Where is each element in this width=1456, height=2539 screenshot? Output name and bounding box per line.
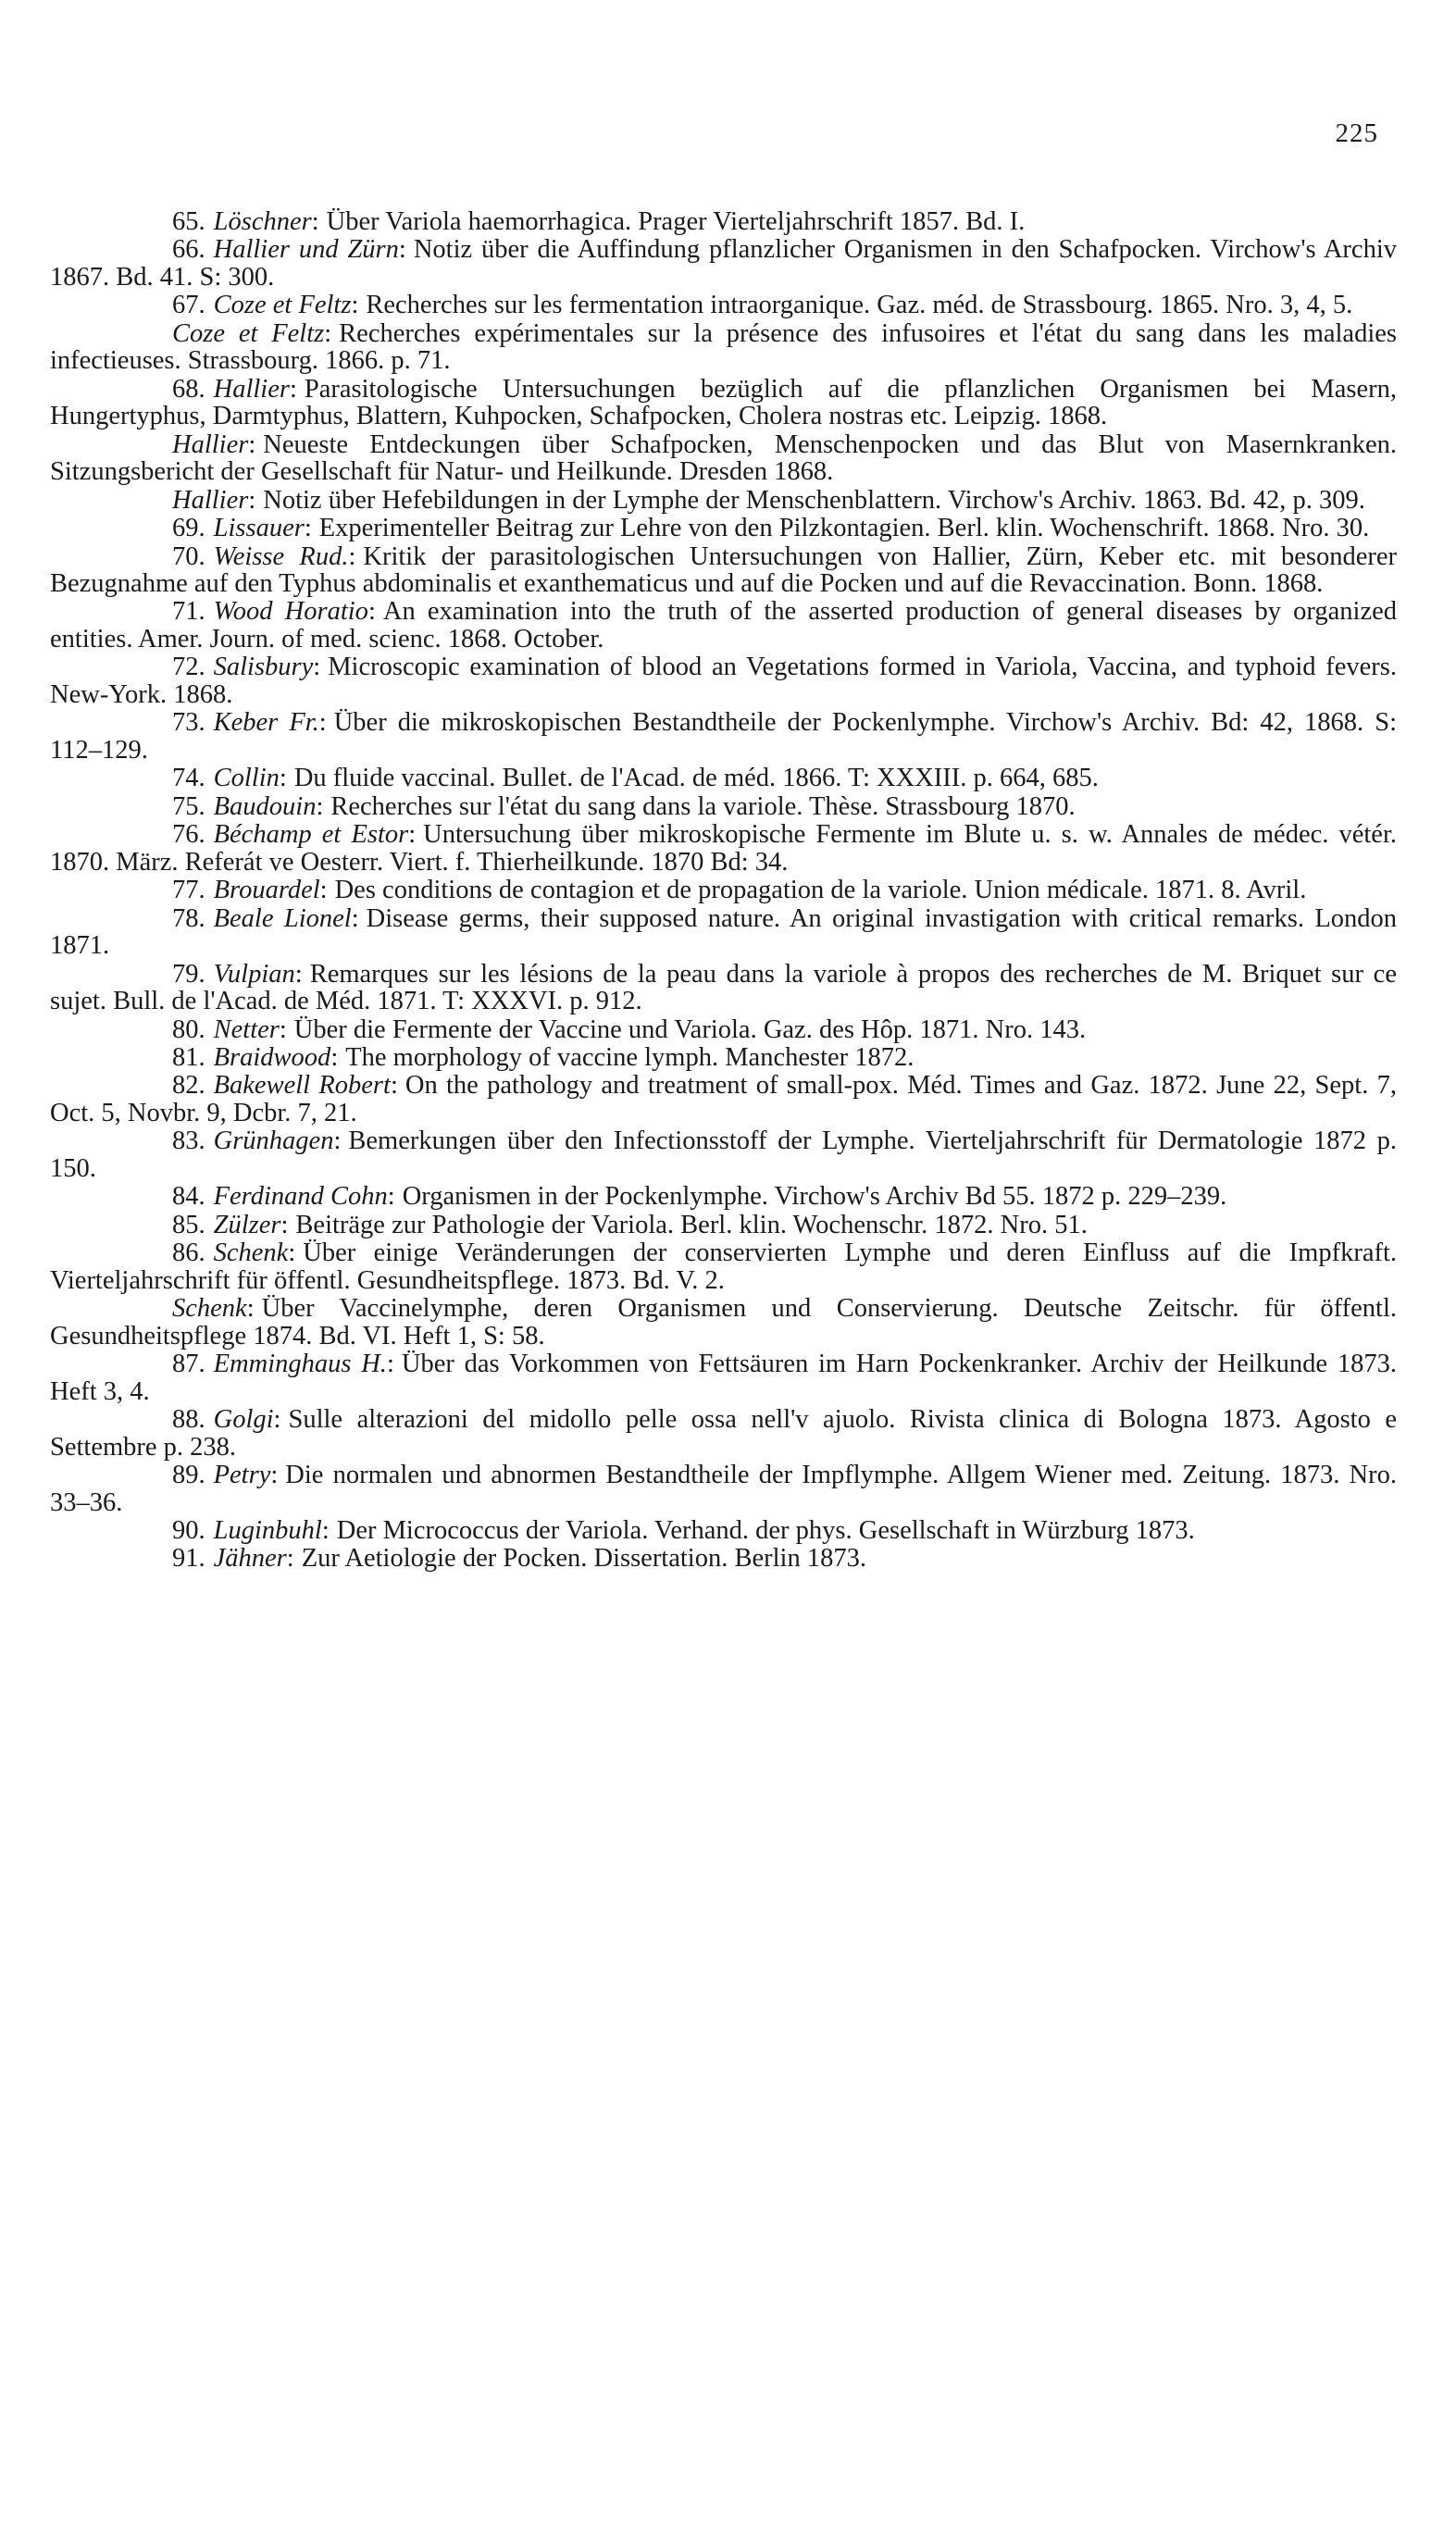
entry-author: Bakewell Robert : (214, 1071, 405, 1100)
entry-author: Collin : (214, 764, 294, 792)
entry-text: Du fluide vaccinal. Bullet. de l'Acad. de méd. 1866. T: XXXIII. p. 664, 685. (293, 764, 1099, 793)
entry-text: Recherches sur l'état du sang dans la variole. Thèse. Strassbourg 1870. (330, 791, 1076, 821)
entry-number: 75. (172, 791, 205, 821)
entry-text: Parasitologische Untersuchungen bezüglich auf die pflanzlichen Organismen bei Masern, Hungertyphus, Darmtyphus, Blattern, Kuhpocken, Schafpocken, Cholera nostras etc. Leipzig. 1868. (50, 374, 1397, 431)
entry-number: 83. (172, 1126, 205, 1156)
entry-number: 74. (172, 764, 205, 793)
bibliography-entry (50, 877, 1397, 904)
entry-text: Recherches expérimentales sur la présence des infusoires et l'état du sang dans les maladies infectieuses. Strassbourg. 1866. p. 71. (50, 318, 1397, 376)
entry-number: 66. (172, 235, 205, 265)
entry-text: Der Micrococcus der Variola. Verhand. der phys. Gesellschaft in Würzburg 1873. (336, 1516, 1195, 1546)
entry-number: 86. (172, 1238, 205, 1268)
entry-text: Untersuchung über mikroskopische Fermente im Blute u. s. w. Annales de médec. vétér. 1870. März. Referát ve Oesterr. Viert. f. Thierheilkunde. 1870 Bd: 34. (50, 820, 1397, 877)
entry-author: Golgi : (214, 1405, 289, 1434)
entry-author: Lissauer : (214, 514, 319, 542)
bibliography-entry (50, 1072, 1397, 1126)
entry-number: 71. (172, 597, 205, 627)
entry-author: Brouardel : (214, 876, 335, 904)
bibliography-entry (50, 1127, 1397, 1182)
entry-author: Hallier : (172, 430, 263, 459)
entry-author: Salisbury : (214, 653, 329, 681)
entry-text: Über Vaccinelymphe, deren Organismen und Conservierung. Deutsche Zeitschr. für öffentl. Gesundheitspflege 1874. Bd. VI. Heft 1, S: 58. (50, 1294, 1397, 1350)
entry-author: Ferdinand Cohn : (214, 1182, 403, 1211)
entry-author: Hallier : (172, 486, 263, 515)
entry-text: Über einige Veränderungen der conservierten Lymphe und deren Einfluss auf die Impfkraft. Vierteljahrschrift für öffentl. Gesundheitspflege. 1873. Bd. V. 2. (50, 1238, 1397, 1295)
bibliography-entry (50, 1183, 1397, 1211)
bibliography-entry (50, 598, 1397, 653)
entry-number: 84. (172, 1182, 205, 1212)
bibliography-entry (50, 376, 1397, 430)
entry-number: 80. (172, 1014, 205, 1044)
entry-text: On the pathology and treatment of small-pox. Méd. Times and Gaz. 1872. June 22, Sept. 7, Oct. 5, Novbr. 9, Dcbr. 7, 21. (50, 1071, 1397, 1127)
entry-text: Sulle alterazioni del midollo pelle ossa nell'v ajuolo. Rivista clinica di Bologna 1873. Agosto e Settembre p. 238. (50, 1405, 1397, 1462)
bibliography-entry (50, 487, 1397, 515)
bibliography-entry (50, 1517, 1397, 1545)
entry-author: Hallier : (214, 375, 305, 404)
entry-author: Coze et Feltz : (214, 291, 367, 319)
bibliography-entry (50, 709, 1397, 764)
bibliography-entry (50, 543, 1397, 598)
entry-text: Notiz über Hefebildungen in der Lymphe der Menschenblattern. Virchow's Archiv. 1863. Bd. 42, p. 309. (263, 485, 1365, 515)
entry-author: Vulpian : (214, 960, 310, 989)
entry-number: 65. (172, 207, 205, 236)
entry-author: Schenk : (214, 1238, 304, 1267)
entry-text: Über Variola haemorrhagica. Prager Vierteljahrschrift 1857. Bd. I. (326, 207, 1026, 236)
entry-text: Über die Fermente der Vaccine und Variola. Gaz. des Hôp. 1871. Nro. 143. (293, 1014, 1087, 1044)
entry-text: Beiträge zur Pathologie der Variola. Berl. klin. Wochenschr. 1872. Nro. 51. (295, 1210, 1088, 1239)
entry-text: Notiz über die Auffindung pflanzlicher Organismen in den Schafpocken. Virchow's Archiv 1867. Bd. 41. S: 300. (50, 235, 1397, 292)
entry-number: 73. (172, 708, 205, 738)
entry-text: Kritik der parasitologischen Untersuchungen von Hallier, Zürn, Keber etc. mit besonderer Bezugnahme auf den Typhus abdominalis et exanthematicus und auf die Pocken und auf die Revaccination. Bonn. 1868. (50, 541, 1397, 599)
entry-text: Microscopic examination of blood an Vegetations formed in Variola, Vaccina, and typhoid fevers. New-York. 1868. (50, 653, 1397, 710)
entry-number: 87. (172, 1350, 205, 1379)
bibliography-entry (50, 1406, 1397, 1461)
entry-number: 77. (172, 876, 205, 905)
bibliography-entry (50, 1044, 1397, 1072)
entry-text: Die normalen und abnormen Bestandtheile der Impflymphe. Allgem Wiener med. Zeitung. 1873. Nro. 33–36. (50, 1461, 1397, 1517)
bibliography-entry (50, 1350, 1397, 1405)
entry-text: The morphology of vaccine lymph. Manchester 1872. (345, 1042, 915, 1072)
entry-text: Disease germs, their supposed nature. An original invastigation with critical remarks. London 1871. (50, 903, 1397, 961)
entry-number: 88. (172, 1405, 205, 1435)
entry-number: 70. (172, 541, 205, 571)
bibliography-entry (50, 905, 1397, 960)
entry-author: Hallier und Zürn : (214, 235, 414, 264)
entry-author: Netter : (214, 1015, 294, 1044)
bibliography-entry (50, 431, 1397, 486)
bibliography-entry (50, 1545, 1397, 1573)
entry-number: 81. (172, 1042, 205, 1072)
entry-author: Baudouin : (214, 792, 331, 821)
bibliography-entry (50, 1016, 1397, 1044)
bibliography-entry (50, 515, 1397, 542)
entry-author: Schenk : (172, 1294, 262, 1323)
page-number: 225 (1335, 118, 1378, 148)
entry-text: Des conditions de contagion et de propagation de la variole. Union médicale. 1871. 8. Avril. (334, 876, 1307, 905)
entry-author: Löschner : (214, 207, 327, 236)
entry-author: Coze et Feltz : (172, 319, 339, 348)
entry-author: Zülzer : (214, 1211, 296, 1239)
bibliography-entry (50, 765, 1397, 792)
entry-number: 82. (172, 1071, 205, 1101)
entry-author: Luginbuhl : (214, 1516, 337, 1545)
bibliography-entry (50, 821, 1397, 876)
entry-author: Braidwood : (214, 1043, 346, 1072)
entry-author: Jähner : (214, 1544, 302, 1573)
bibliography-entry (50, 793, 1397, 821)
entry-text: Neueste Entdeckungen über Schafpocken, Menschenpocken und das Blut von Masernkranken. Sitzungsbericht der Gesellschaft für Natur- und Heilkunde. Dresden 1868. (50, 429, 1397, 487)
bibliography-entry (50, 292, 1397, 319)
entry-text: Über das Vorkommen von Fettsäuren im Harn Pockenkranker. Archiv der Heilkunde 1873. Heft 3, 4. (50, 1350, 1397, 1406)
entry-text: Recherches sur les fermentation intraorganique. Gaz. méd. de Strassbourg. 1865. Nro. 3, 4, 5. (366, 291, 1353, 320)
bibliography-entry (50, 208, 1397, 236)
entry-text: Remarques sur les lésions de la peau dans la variole à propos des recherches de M. Briquet sur ce sujet. Bull. de l'Acad. de Méd. 1871. T: XXXVI. p. 912. (50, 959, 1397, 1016)
entry-author: Beale Lionel : (214, 904, 367, 933)
entry-author: Grünhagen : (214, 1126, 349, 1155)
entry-number: 85. (172, 1210, 205, 1239)
bibliography-entry (50, 236, 1397, 291)
entry-author: Weisse Rud. : (214, 542, 364, 571)
entry-number: 79. (172, 959, 205, 989)
entry-number: 76. (172, 820, 205, 850)
bibliography-entry (50, 1462, 1397, 1516)
entry-number: 67. (172, 291, 205, 320)
entry-text: Bemerkungen über den Infectionsstoff der Lymphe. Vierteljahrschrift für Dermatologie 1872 p. 150. (50, 1126, 1397, 1183)
bibliography-entry (50, 653, 1397, 708)
bibliography-entry (50, 1239, 1397, 1294)
entry-text: Organismen in der Pockenlymphe. Virchow's Archiv Bd 55. 1872 p. 229–239. (402, 1182, 1227, 1212)
entry-text: Über die mikroskopischen Bestandtheile der Pockenlymphe. Virchow's Archiv. Bd: 42, 1868. S: 112–129. (50, 708, 1397, 765)
entry-number: 91. (172, 1544, 205, 1574)
entry-number: 69. (172, 514, 205, 543)
entry-author: Béchamp et Estor : (214, 820, 424, 849)
bibliography-list (50, 208, 1397, 1574)
entry-number: 78. (172, 903, 205, 933)
entry-author: Wood Horatio : (214, 597, 383, 626)
bibliography-entry (50, 320, 1397, 375)
bibliography-entry (50, 1212, 1397, 1239)
entry-text: An examination into the truth of the asserted production of general diseases by organized entities. Amer. Journ. of med. scienc. 1868. October. (50, 597, 1397, 654)
entry-text: Zur Aetiologie der Pocken. Dissertation. Berlin 1873. (301, 1544, 866, 1574)
entry-author: Emminghaus H. : (214, 1350, 402, 1378)
entry-number: 68. (172, 374, 205, 404)
bibliography-entry (50, 1295, 1397, 1350)
entry-author: Keber Fr. : (214, 708, 334, 737)
bibliography-entry (50, 961, 1397, 1015)
entry-number: 90. (172, 1516, 205, 1546)
entry-number: 89. (172, 1461, 205, 1490)
entry-text: Experimenteller Beitrag zur Lehre von den Pilzkontagien. Berl. klin. Wochenschrift. 1868. Nro. 30. (318, 514, 1370, 543)
entry-number: 72. (172, 653, 205, 682)
entry-author: Petry : (214, 1461, 286, 1489)
